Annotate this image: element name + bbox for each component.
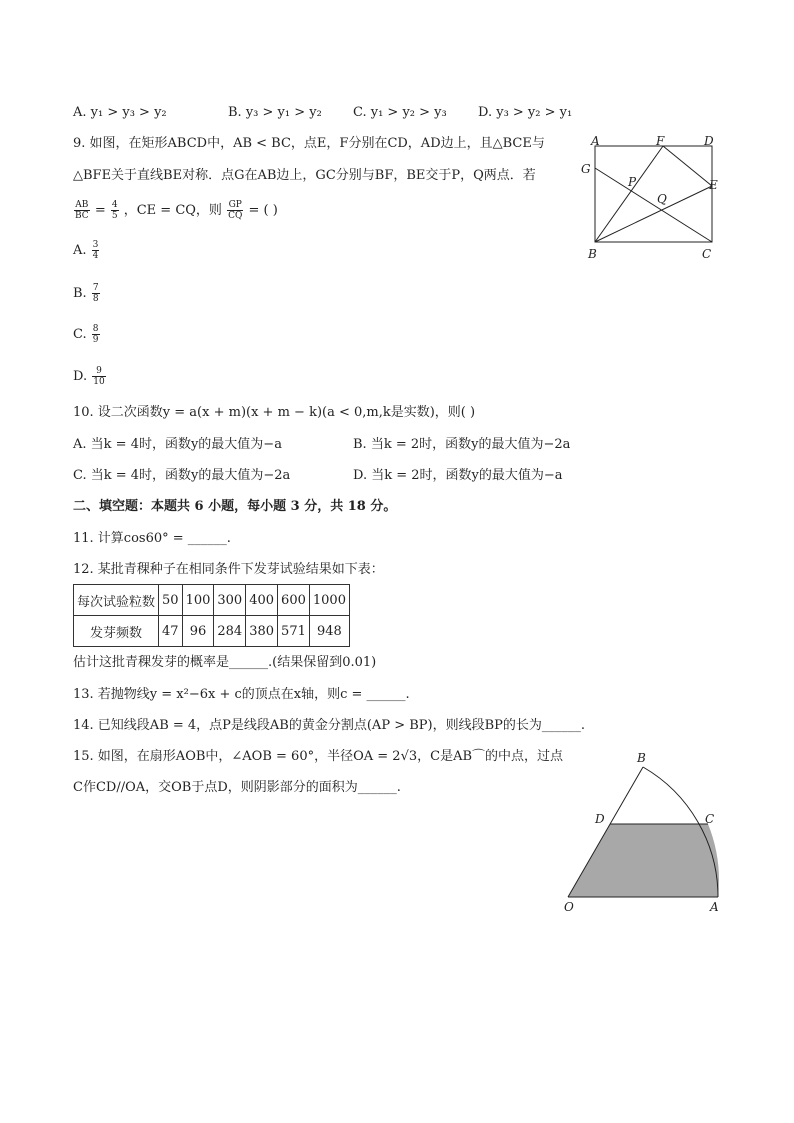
label-d: D: [595, 812, 605, 826]
q13-stem: 13. 若抛物线y = x²−6x + c的顶点在x轴，则c = ______.: [73, 687, 410, 702]
table-cell: 600: [278, 585, 310, 616]
table-cell: 50: [159, 585, 183, 616]
label-a: A: [710, 900, 719, 914]
table-cell: 380: [246, 616, 278, 647]
table-cell: 571: [278, 616, 310, 647]
q10-option-a: A. 当k = 4时，函数y的最大值为−a: [73, 437, 282, 452]
q8-option-d: D. y₃ > y₂ > y₁: [478, 105, 573, 120]
label-d: D: [704, 135, 714, 148]
table-cell: 948: [309, 616, 349, 647]
section-fill-in-heading: 二、填空题：本题共 6 小题，每小题 3 分，共 18 分。: [73, 499, 397, 514]
label-q: Q: [657, 192, 667, 206]
fraction-ab-bc: $\frac{AB}{BC}$: [75, 200, 89, 221]
q15-sector-figure: [558, 745, 738, 920]
q10-option-c: C. 当k = 4时，函数y的最大值为−2a: [73, 468, 291, 483]
q8-option-a: A. y₁ > y₃ > y₂: [73, 105, 167, 120]
fraction-gp-cq: $\frac{GP}{CQ}$: [228, 200, 243, 221]
label-c: C: [705, 812, 715, 826]
table-cell: 400: [246, 585, 278, 616]
q9-stem-line1: 9. 如图，在矩形ABCD中，AB < BC，点E，F分别在CD，AD边上，且△BCE与: [73, 136, 545, 151]
q9-stem-line2: △BFE关于直线BE对称．点G在AB边上，GC分别与BF，BE交于P，Q两点．若: [73, 168, 536, 183]
q9-option-c: C. $\frac{8}{9}$: [73, 324, 99, 345]
q15-stem-line2: C作CD//OA，交OB于点D，则阴影部分的面积为______.: [73, 780, 401, 795]
q15-stem-line1: 15. 如图，在扇形AOB中，∠AOB = 60°，半径OA = 2√3，C是AB⌒的中点，过点: [73, 749, 564, 764]
q8-option-b: B. y₃ > y₁ > y₂: [228, 105, 322, 120]
table-row: [74, 585, 350, 616]
q10-option-b: B. 当k = 2时，函数y的最大值为−2a: [353, 437, 571, 452]
table-cell: 47: [159, 616, 183, 647]
table-header-cell: 发芽频数: [74, 616, 159, 647]
label-a: A: [591, 135, 600, 148]
q12-stem: 12. 某批青稞种子在相同条件下发芽试验结果如下表：: [73, 562, 384, 577]
q12-question: 估计这批青稞发芽的概率是______.(结果保留到0.01): [73, 655, 377, 670]
q9-option-b: B. $\frac{7}{8}$: [73, 283, 99, 304]
label-b: B: [588, 247, 597, 261]
q9-condition: $\frac{AB}{BC}$ = $\frac{4}{5}$ ，CE = CQ，则 $\frac{GP}{CQ}$ = ( ): [75, 200, 278, 221]
q9-option-a: A. $\frac{3}{4}$: [73, 240, 99, 261]
label-c: C: [702, 247, 712, 261]
label-f: F: [656, 135, 665, 148]
q10-stem: 10. 设二次函数y = a(x + m)(x + m − k)(a < 0,m,k是实数)，则( ): [73, 405, 476, 420]
fraction-4-5: $\frac{4}{5}$: [111, 200, 118, 221]
table-cell: 100: [182, 585, 214, 616]
q12-germination-table: [73, 584, 350, 647]
q14-stem: 14. 已知线段AB = 4，点P是线段AB的黄金分割点(AP > BP)，则线段BP的长为______.: [73, 718, 586, 733]
table-cell: 96: [182, 616, 214, 647]
q8-option-c: C. y₁ > y₂ > y₃: [353, 105, 447, 120]
label-g: G: [581, 162, 591, 176]
table-cell: 284: [214, 616, 246, 647]
table-cell: 1000: [309, 585, 349, 616]
label-p: P: [628, 175, 637, 189]
label-e: E: [709, 178, 718, 192]
q9-rectangle-figure: [578, 135, 728, 265]
q10-option-d: D. 当k = 2时，函数y的最大值为−a: [353, 468, 563, 483]
q9-option-d: D. $\frac{9}{10}$: [73, 366, 105, 387]
q11-stem: 11. 计算cos60° = ______.: [73, 531, 231, 546]
label-b: B: [637, 751, 646, 765]
table-cell: 300: [214, 585, 246, 616]
table-row: [74, 616, 350, 647]
label-o: O: [564, 900, 574, 914]
table-header-cell: 每次试验粒数: [74, 585, 159, 616]
